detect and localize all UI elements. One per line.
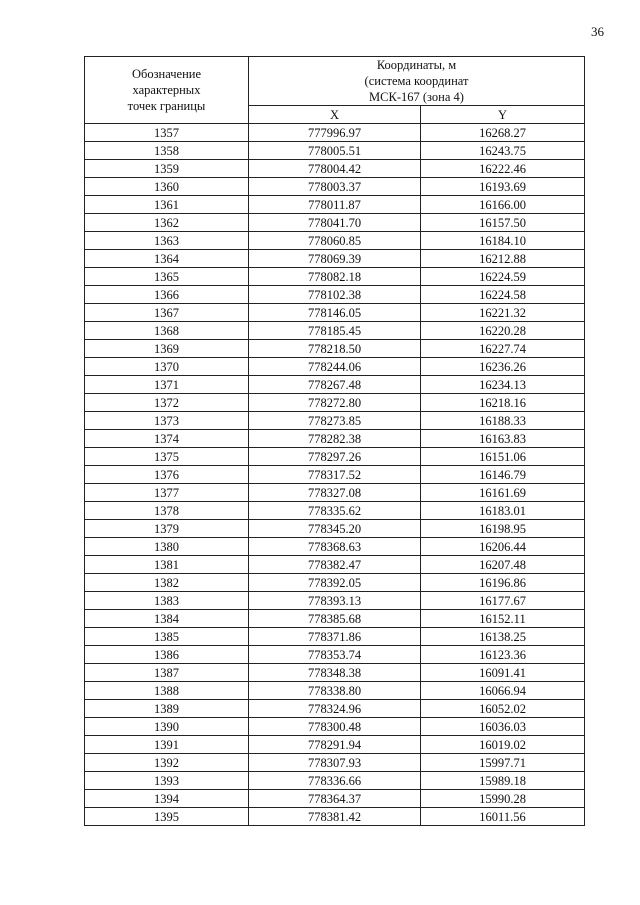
x-coordinate-cell: 778272.80 [249, 394, 421, 412]
table-row [85, 268, 585, 286]
table-row [85, 214, 585, 232]
point-number-cell: 1369 [85, 340, 249, 358]
point-number-cell: 1361 [85, 196, 249, 214]
table-row [85, 700, 585, 718]
y-coordinate-cell: 16052.02 [421, 700, 585, 718]
y-coordinate-cell: 16011.56 [421, 808, 585, 826]
point-number-cell: 1371 [85, 376, 249, 394]
table-row [85, 196, 585, 214]
y-coordinate-cell: 16221.32 [421, 304, 585, 322]
y-coordinate-cell: 16152.11 [421, 610, 585, 628]
y-coordinate-cell: 16234.13 [421, 376, 585, 394]
x-coordinate-cell: 778185.45 [249, 322, 421, 340]
y-coordinate-cell: 15997.71 [421, 754, 585, 772]
table-row [85, 556, 585, 574]
x-coordinate-cell: 778060.85 [249, 232, 421, 250]
point-number-cell: 1384 [85, 610, 249, 628]
y-coordinate-cell: 16188.33 [421, 412, 585, 430]
table-row [85, 448, 585, 466]
header-point-designation [85, 57, 249, 124]
x-coordinate-cell: 778338.80 [249, 682, 421, 700]
point-number-cell: 1394 [85, 790, 249, 808]
point-number-cell: 1379 [85, 520, 249, 538]
y-coordinate-cell: 16243.75 [421, 142, 585, 160]
x-coordinate-cell: 778324.96 [249, 700, 421, 718]
x-coordinate-cell: 778382.47 [249, 556, 421, 574]
table-row [85, 772, 585, 790]
y-coordinate-cell: 16166.00 [421, 196, 585, 214]
table-row [85, 160, 585, 178]
y-coordinate-cell: 15990.28 [421, 790, 585, 808]
point-number-cell: 1386 [85, 646, 249, 664]
x-coordinate-cell: 778082.18 [249, 268, 421, 286]
point-number-cell: 1376 [85, 466, 249, 484]
x-coordinate-cell: 778345.20 [249, 520, 421, 538]
table-row [85, 502, 585, 520]
page-number: 36 [591, 24, 604, 39]
point-number-cell: 1368 [85, 322, 249, 340]
y-coordinate-cell: 16224.58 [421, 286, 585, 304]
point-number-cell: 1390 [85, 718, 249, 736]
point-number-cell: 1392 [85, 754, 249, 772]
table-row [85, 682, 585, 700]
table-header-row [85, 57, 585, 106]
point-number-cell: 1382 [85, 574, 249, 592]
y-coordinate-cell: 16183.01 [421, 502, 585, 520]
table-row [85, 736, 585, 754]
table-row [85, 718, 585, 736]
point-number-cell: 1359 [85, 160, 249, 178]
header-y: Y [421, 106, 585, 124]
y-coordinate-cell: 16196.86 [421, 574, 585, 592]
point-number-cell: 1366 [85, 286, 249, 304]
point-number-cell: 1377 [85, 484, 249, 502]
coordinates-table [84, 56, 585, 826]
x-coordinate-cell: 778102.38 [249, 286, 421, 304]
point-number-cell: 1383 [85, 592, 249, 610]
point-number-cell: 1357 [85, 124, 249, 142]
table-row [85, 430, 585, 448]
y-coordinate-cell: 15989.18 [421, 772, 585, 790]
table-row [85, 592, 585, 610]
y-coordinate-cell: 16198.95 [421, 520, 585, 538]
point-number-cell: 1367 [85, 304, 249, 322]
table-row [85, 304, 585, 322]
y-coordinate-cell: 16151.06 [421, 448, 585, 466]
x-coordinate-cell: 778291.94 [249, 736, 421, 754]
y-coordinate-cell: 16212.88 [421, 250, 585, 268]
table-row [85, 574, 585, 592]
point-number-cell: 1381 [85, 556, 249, 574]
x-coordinate-cell: 778327.08 [249, 484, 421, 502]
x-coordinate-cell: 778218.50 [249, 340, 421, 358]
x-coordinate-cell: 778297.26 [249, 448, 421, 466]
table-row [85, 412, 585, 430]
x-coordinate-cell: 777996.97 [249, 124, 421, 142]
point-number-cell: 1372 [85, 394, 249, 412]
point-number-cell: 1385 [85, 628, 249, 646]
x-coordinate-cell: 778317.52 [249, 466, 421, 484]
y-coordinate-cell: 16123.36 [421, 646, 585, 664]
point-number-cell: 1365 [85, 268, 249, 286]
y-coordinate-cell: 16224.59 [421, 268, 585, 286]
y-coordinate-cell: 16268.27 [421, 124, 585, 142]
table-row [85, 790, 585, 808]
y-coordinate-cell: 16193.69 [421, 178, 585, 196]
y-coordinate-cell: 16161.69 [421, 484, 585, 502]
table-row [85, 520, 585, 538]
x-coordinate-cell: 778364.37 [249, 790, 421, 808]
header-coordinates [249, 57, 585, 106]
table-row [85, 538, 585, 556]
point-number-cell: 1389 [85, 700, 249, 718]
y-coordinate-cell: 16146.79 [421, 466, 585, 484]
x-coordinate-cell: 778011.87 [249, 196, 421, 214]
x-coordinate-cell: 778353.74 [249, 646, 421, 664]
y-coordinate-cell: 16218.16 [421, 394, 585, 412]
header-coordinates-label: Координаты, м (система координат МСК-167 (зона 4) [364, 58, 469, 104]
y-coordinate-cell: 16066.94 [421, 682, 585, 700]
x-coordinate-cell: 778381.42 [249, 808, 421, 826]
y-coordinate-cell: 16036.03 [421, 718, 585, 736]
table-row [85, 322, 585, 340]
y-coordinate-cell: 16019.02 [421, 736, 585, 754]
table-row [85, 808, 585, 826]
table-row [85, 232, 585, 250]
point-number-cell: 1373 [85, 412, 249, 430]
point-number-cell: 1380 [85, 538, 249, 556]
x-coordinate-cell: 778335.62 [249, 502, 421, 520]
point-number-cell: 1393 [85, 772, 249, 790]
point-number-cell: 1363 [85, 232, 249, 250]
x-coordinate-cell: 778004.42 [249, 160, 421, 178]
point-number-cell: 1395 [85, 808, 249, 826]
table-row [85, 664, 585, 682]
x-coordinate-cell: 778393.13 [249, 592, 421, 610]
header-point-label: Обозначение характерных точек границы [127, 67, 206, 113]
table-body [85, 124, 585, 826]
x-coordinate-cell: 778282.38 [249, 430, 421, 448]
point-number-cell: 1388 [85, 682, 249, 700]
point-number-cell: 1378 [85, 502, 249, 520]
point-number-cell: 1362 [85, 214, 249, 232]
x-coordinate-cell: 778300.48 [249, 718, 421, 736]
table-row [85, 610, 585, 628]
x-coordinate-cell: 778368.63 [249, 538, 421, 556]
table-row [85, 466, 585, 484]
point-number-cell: 1387 [85, 664, 249, 682]
table-row [85, 142, 585, 160]
point-number-cell: 1391 [85, 736, 249, 754]
y-coordinate-cell: 16222.46 [421, 160, 585, 178]
x-coordinate-cell: 778392.05 [249, 574, 421, 592]
y-coordinate-cell: 16227.74 [421, 340, 585, 358]
y-coordinate-cell: 16184.10 [421, 232, 585, 250]
x-coordinate-cell: 778267.48 [249, 376, 421, 394]
table-row [85, 124, 585, 142]
point-number-cell: 1360 [85, 178, 249, 196]
x-coordinate-cell: 778307.93 [249, 754, 421, 772]
x-coordinate-cell: 778273.85 [249, 412, 421, 430]
y-coordinate-cell: 16091.41 [421, 664, 585, 682]
table-row [85, 754, 585, 772]
table-row [85, 628, 585, 646]
table-row [85, 286, 585, 304]
point-number-cell: 1370 [85, 358, 249, 376]
x-coordinate-cell: 778069.39 [249, 250, 421, 268]
y-coordinate-cell: 16177.67 [421, 592, 585, 610]
y-coordinate-cell: 16138.25 [421, 628, 585, 646]
x-coordinate-cell: 778371.86 [249, 628, 421, 646]
y-coordinate-cell: 16236.26 [421, 358, 585, 376]
point-number-cell: 1375 [85, 448, 249, 466]
x-coordinate-cell: 778146.05 [249, 304, 421, 322]
table-row [85, 646, 585, 664]
table-row [85, 394, 585, 412]
table-row [85, 358, 585, 376]
x-coordinate-cell: 778336.66 [249, 772, 421, 790]
point-number-cell: 1364 [85, 250, 249, 268]
table-row [85, 250, 585, 268]
table-row [85, 340, 585, 358]
header-x: X [249, 106, 421, 124]
y-coordinate-cell: 16220.28 [421, 322, 585, 340]
y-coordinate-cell: 16207.48 [421, 556, 585, 574]
point-number-cell: 1374 [85, 430, 249, 448]
x-coordinate-cell: 778003.37 [249, 178, 421, 196]
x-coordinate-cell: 778385.68 [249, 610, 421, 628]
point-number-cell: 1358 [85, 142, 249, 160]
table-row [85, 376, 585, 394]
table-row [85, 178, 585, 196]
x-coordinate-cell: 778041.70 [249, 214, 421, 232]
table-row [85, 484, 585, 502]
y-coordinate-cell: 16163.83 [421, 430, 585, 448]
y-coordinate-cell: 16157.50 [421, 214, 585, 232]
x-coordinate-cell: 778348.38 [249, 664, 421, 682]
x-coordinate-cell: 778005.51 [249, 142, 421, 160]
y-coordinate-cell: 16206.44 [421, 538, 585, 556]
x-coordinate-cell: 778244.06 [249, 358, 421, 376]
